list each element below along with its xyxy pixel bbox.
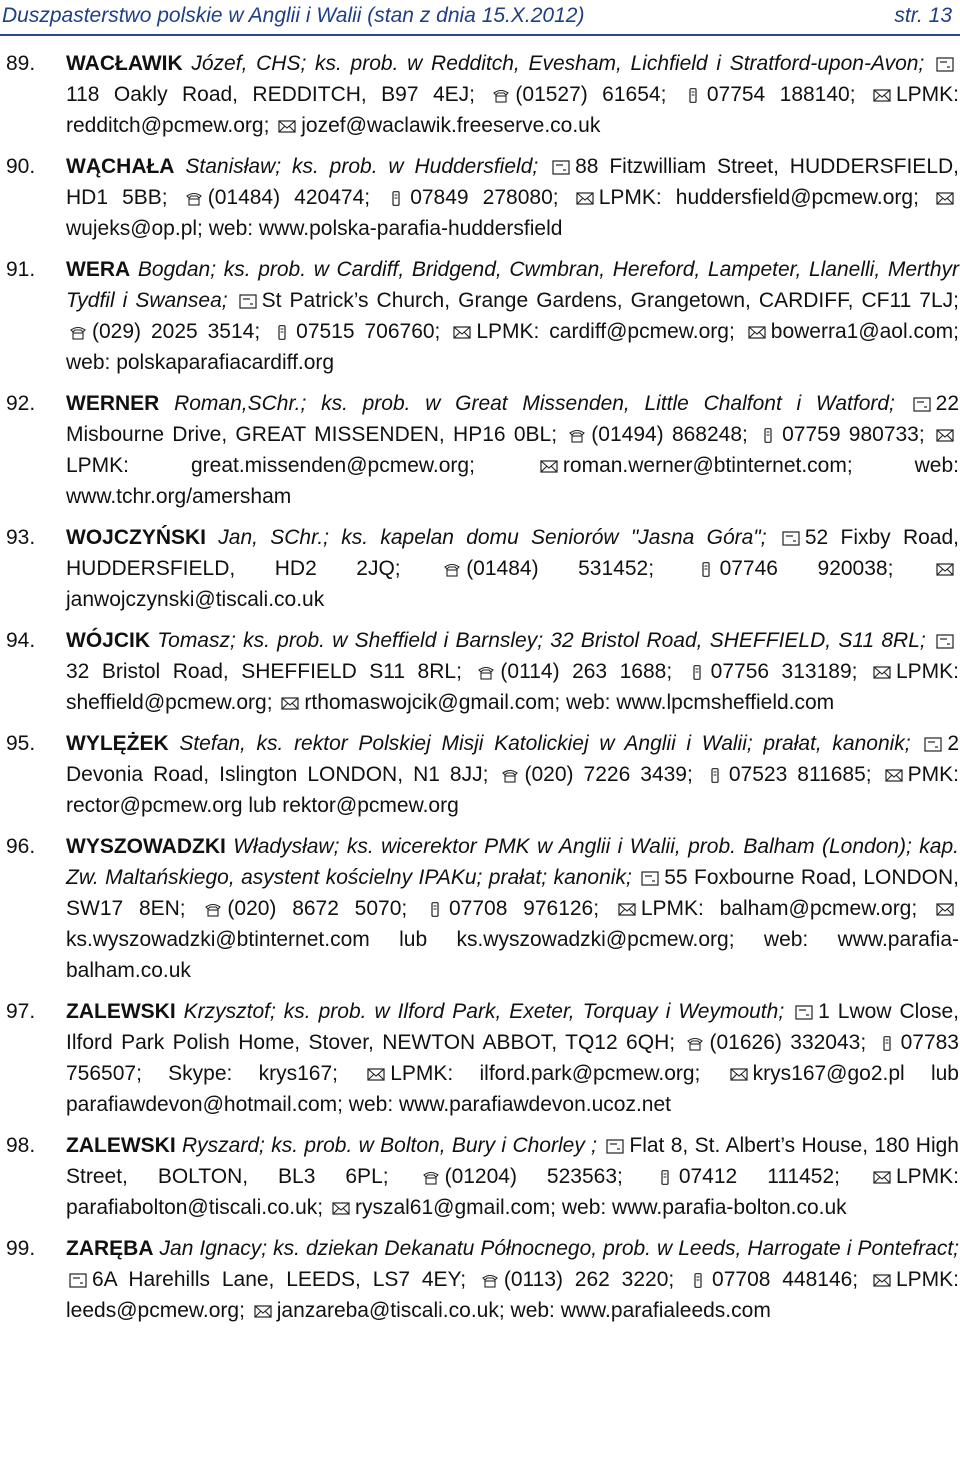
entry-email-parish[interactable]: LPMK: redditch@pcmew.org; [66, 83, 960, 137]
envelope-icon [618, 902, 636, 917]
mobile-phone-icon [273, 325, 291, 340]
entry-phone: (01484) 420474; [207, 186, 371, 209]
directory-entry [0, 1233, 960, 1326]
entry-email-personal[interactable]: janwojczynski@tiscali.co.uk [66, 588, 325, 611]
phone-icon [481, 1273, 499, 1288]
entry-web[interactable]: web: polskaparafiacardiff.org [66, 351, 335, 374]
entry-body [66, 254, 959, 378]
phone-icon [69, 325, 87, 340]
entry-email-personal[interactable]: jozef@waclawik.freeserve.co.uk [301, 114, 601, 137]
directory-entry [0, 254, 960, 378]
mobile-phone-icon [387, 191, 405, 206]
address-icon [552, 160, 570, 175]
entry-body [66, 151, 959, 244]
envelope-icon [873, 1170, 891, 1185]
entry-phone: (020) 8672 5070; [227, 897, 408, 920]
entry-email-parish[interactable]: LPMK: ilford.park@pcmew.org; [390, 1062, 701, 1085]
entry-mobile: 07412 111452; [678, 1165, 840, 1188]
entry-email-personal[interactable]: janzareba@tiscali.co.uk; [276, 1299, 505, 1322]
directory-entry [0, 48, 960, 141]
envelope-icon [540, 459, 558, 474]
entry-phone: (0114) 263 1688; [500, 660, 673, 683]
envelope-icon [936, 428, 954, 443]
entry-body [66, 388, 959, 512]
entry-number: 97. [6, 1000, 36, 1023]
entry-body [66, 522, 959, 615]
entry-surname: WERA [66, 258, 131, 281]
entry-description: Krzysztof; ks. prob. w Ilford Park, Exeter, Torquay i Weymouth; [175, 1000, 785, 1023]
page-header [0, 0, 960, 36]
mobile-phone-icon [689, 1273, 707, 1288]
entry-number: 99. [6, 1237, 36, 1260]
entry-address: 6A Harehills Lane, LEEDS, LS7 4EY; [92, 1268, 467, 1291]
entry-phone: (020) 7226 3439; [524, 763, 693, 786]
envelope-icon [936, 902, 954, 917]
entry-description: Roman,SChr.; ks. prob. w Great Missenden, Little Chalfont i Watford; [159, 392, 895, 415]
entry-skype: Skype: krys167; [168, 1062, 338, 1085]
entry-address: 118 Oakly Road, REDDITCH, B97 4EJ; [66, 83, 475, 106]
entry-number: 90. [6, 155, 36, 178]
entry-web[interactable]: web: www.parafialeeds.com [510, 1299, 771, 1322]
entry-phone: (01484) 531452; [466, 557, 655, 580]
entry-surname: WYLĘŻEK [66, 732, 169, 755]
entry-number: 93. [6, 526, 36, 549]
envelope-icon [936, 191, 954, 206]
phone-icon [422, 1170, 440, 1185]
address-icon [239, 294, 257, 309]
entry-web[interactable]: web: www.polska-parafia-huddersfield [208, 217, 563, 240]
entry-surname: WYSZOWADZKI [66, 835, 226, 858]
entry-address: 55 Foxbourne Road, LONDON, SW17 8EN; [66, 866, 959, 920]
entry-mobile: 07708 448146; [712, 1268, 859, 1291]
entry-number: 94. [6, 629, 36, 652]
address-icon [936, 57, 954, 72]
entry-phone: (01527) 61654; [515, 83, 667, 106]
entry-email-personal[interactable]: ryszal61@gmail.com; [354, 1196, 557, 1219]
phone-icon [501, 768, 519, 783]
entry-mobile: 07754 188140; [706, 83, 856, 106]
envelope-icon [885, 768, 903, 783]
entry-body [66, 728, 959, 821]
entry-email-personal[interactable]: krys167@go2.pl lub parafiawdevon@hotmail.com; [66, 1062, 959, 1116]
mobile-phone-icon [706, 768, 724, 783]
entry-surname: WĄCHAŁA [66, 155, 175, 178]
entry-body [66, 831, 959, 986]
envelope-icon [873, 665, 891, 680]
entry-surname: WÓJCIK [66, 629, 150, 652]
entry-number: 96. [6, 835, 36, 858]
address-icon [606, 1139, 624, 1154]
entry-email-parish[interactable]: LPMK: leeds@pcmew.org; [66, 1268, 959, 1322]
entry-description: Jan Ignacy; ks. dziekan Dekanatu Północnego, prob. w Leeds, Harrogate i Pontefract; [153, 1237, 959, 1260]
address-icon [641, 871, 659, 886]
entry-description: Bogdan; ks. prob. w Cardiff, Bridgend, Cwmbran, Hereford, Lampeter, Llanelli, Merthyr Tydfil i Swansea; [66, 258, 959, 312]
entry-phone: (029) 2025 3514; [92, 320, 261, 343]
entry-web[interactable]: web: www.parafiawdevon.ucoz.net [348, 1093, 671, 1116]
entry-email-personal[interactable]: wujeks@op.pl; [66, 217, 203, 240]
address-icon [795, 1005, 813, 1020]
entry-phone: (01494) 868248; [591, 423, 748, 446]
envelope-icon [873, 88, 891, 103]
entry-surname: ZALEWSKI [66, 1000, 176, 1023]
directory-entry [0, 388, 960, 512]
entry-email-parish[interactable]: LPMK: balham@pcmew.org; [640, 897, 918, 920]
entry-description: Władysław; ks. wicerektor PMK w Anglii i Walii, prob. Balham (London); kap. Zw. Maltańskiego, asystent kościelny IPAKu; prałat; kanonik; [66, 835, 959, 889]
phone-icon [492, 88, 510, 103]
entry-body [66, 1130, 959, 1223]
entry-number: 95. [6, 732, 36, 755]
envelope-icon [936, 562, 954, 577]
entry-email-personal[interactable]: rthomaswojcik@gmail.com; [304, 691, 561, 714]
entry-email-parish[interactable]: LPMK: huddersfield@pcmew.org; [598, 186, 919, 209]
entry-email-parish[interactable]: LPMK: cardiff@pcmew.org; [476, 320, 735, 343]
address-icon [782, 531, 800, 546]
entry-web[interactable]: web: www.parafia-balham.co.uk [66, 928, 959, 982]
envelope-icon [873, 1273, 891, 1288]
phone-icon [477, 665, 495, 680]
phone-icon [443, 562, 461, 577]
entry-surname: WACŁAWIK [66, 52, 183, 75]
address-icon [69, 1273, 87, 1288]
mobile-phone-icon [759, 428, 777, 443]
entry-number: 92. [6, 392, 36, 415]
entry-body [66, 48, 959, 141]
entry-surname: WERNER [66, 392, 160, 415]
entry-address: 88 Fitzwilliam Street, HUDDERSFIELD, HD1 5BB; [66, 155, 959, 209]
mobile-phone-icon [684, 88, 702, 103]
entry-description: Stanisław; ks. prob. w Huddersfield; [174, 155, 539, 178]
envelope-icon [576, 191, 594, 206]
envelope-icon [278, 119, 296, 134]
directory-list [0, 48, 960, 1336]
envelope-icon [453, 325, 471, 340]
entry-body [66, 1233, 959, 1326]
entry-body [66, 625, 959, 718]
directory-entry [0, 1130, 960, 1223]
entry-description: Tomasz; ks. prob. w Sheffield i Barnsley; 32 Bristol Road, SHEFFIELD, S11 8RL; [150, 629, 926, 652]
entry-mobile: 07783 756507; [66, 1031, 959, 1085]
entry-address: 22 Misbourne Drive, GREAT MISSENDEN, HP16 0BL; [66, 392, 959, 446]
entry-surname: ZALEWSKI [66, 1134, 176, 1157]
entry-address: St Patrick’s Church, Grange Gardens, Grangetown, CARDIFF, CF11 7LJ; [261, 289, 959, 312]
entry-description: Ryszard; ks. prob. w Bolton, Bury i Chorley ; [175, 1134, 598, 1157]
entry-web[interactable]: web: www.lpcmsheffield.com [566, 691, 835, 714]
entry-number: 91. [6, 258, 36, 281]
envelope-icon [730, 1067, 748, 1082]
entry-phone: (01204) 523563; [444, 1165, 623, 1188]
envelope-icon [254, 1304, 272, 1319]
entry-web[interactable]: web: www.tchr.org/amersham [66, 454, 959, 508]
entry-address: 1 Lwow Close, Ilford Park Polish Home, Stover, NEWTON ABBOT, TQ12 6QH; [66, 1000, 959, 1054]
entry-email-parish[interactable]: LPMK: great.missenden@pcmew.org; [66, 454, 475, 477]
entry-surname: WOJCZYŃSKI [66, 526, 207, 549]
entry-mobile: 07759 980733; [782, 423, 925, 446]
directory-entry [0, 625, 960, 718]
mobile-phone-icon [426, 902, 444, 917]
entry-phone: (01626) 332043; [709, 1031, 867, 1054]
entry-mobile: 07523 811685; [728, 763, 872, 786]
entry-mobile: 07849 278080; [410, 186, 559, 209]
directory-entry [0, 831, 960, 986]
entry-mobile: 07515 706760; [296, 320, 441, 343]
entry-email-personal[interactable]: bowerra1@aol.com; [770, 320, 959, 343]
phone-icon [185, 191, 203, 206]
address-icon [924, 737, 942, 752]
entry-phone: (0113) 262 3220; [503, 1268, 675, 1291]
entry-web[interactable]: web: www.parafia-bolton.co.uk [561, 1196, 847, 1219]
entry-address: Flat 8, St. Albert’s House, 180 High Street, BOLTON, BL3 6PL; [66, 1134, 959, 1188]
page-number: str. 13 [894, 4, 952, 27]
entry-address: 2 Devonia Road, Islington LONDON, N1 8JJ; [66, 732, 959, 786]
envelope-icon [281, 696, 299, 711]
envelope-icon [367, 1067, 385, 1082]
entry-email-parish[interactable]: LPMK: sheffield@pcmew.org; [66, 660, 959, 714]
address-icon [913, 397, 931, 412]
entry-description: Jan, SChr.; ks. kapelan domu Seniorów "Jasna Góra"; [206, 526, 767, 549]
phone-icon [204, 902, 222, 917]
entry-address: 32 Bristol Road, SHEFFIELD S11 8RL; [66, 660, 462, 683]
entry-address: 52 Fixby Road, HUDDERSFIELD, HD2 2JQ; [66, 526, 959, 580]
phone-icon [568, 428, 586, 443]
entry-email-personal[interactable]: roman.werner@btinternet.com; [562, 454, 853, 477]
entry-email-parish[interactable]: LPMK: parafiabolton@tiscali.co.uk; [66, 1165, 960, 1219]
entry-number: 98. [6, 1134, 36, 1157]
entry-email-parish[interactable]: PMK: rector@pcmew.org lub rektor@pcmew.org [66, 763, 960, 817]
page-header-title: Duszpasterstwo polskie w Anglii i Walii (stan z dnia 15.X.2012) [2, 4, 585, 27]
address-icon [936, 634, 954, 649]
directory-entry [0, 522, 960, 615]
envelope-icon [332, 1201, 350, 1216]
entry-number: 89. [6, 52, 36, 75]
entry-surname: ZARĘBA [66, 1237, 154, 1260]
mobile-phone-icon [878, 1036, 896, 1051]
mobile-phone-icon [688, 665, 706, 680]
envelope-icon [748, 325, 766, 340]
entry-mobile: 07756 313189; [710, 660, 858, 683]
entry-mobile: 07708 976126; [449, 897, 600, 920]
phone-icon [686, 1036, 704, 1051]
mobile-phone-icon [697, 562, 715, 577]
directory-entry [0, 151, 960, 244]
directory-entry [0, 996, 960, 1120]
entry-mobile: 07746 920038; [719, 557, 894, 580]
entry-description: Stefan, ks. rektor Polskiej Misji Katolickiej w Anglii i Walii; prałat, kanonik; [168, 732, 911, 755]
entry-email-personal[interactable]: ks.wyszowadzki@btinternet.com lub ks.wyszowadzki@pcmew.org; [66, 928, 735, 951]
mobile-phone-icon [656, 1170, 674, 1185]
directory-entry [0, 728, 960, 821]
entry-description: Józef, CHS; ks. prob. w Redditch, Evesham, Lichfield i Stratford-upon-Avon; [182, 52, 925, 75]
entry-body [66, 996, 959, 1120]
